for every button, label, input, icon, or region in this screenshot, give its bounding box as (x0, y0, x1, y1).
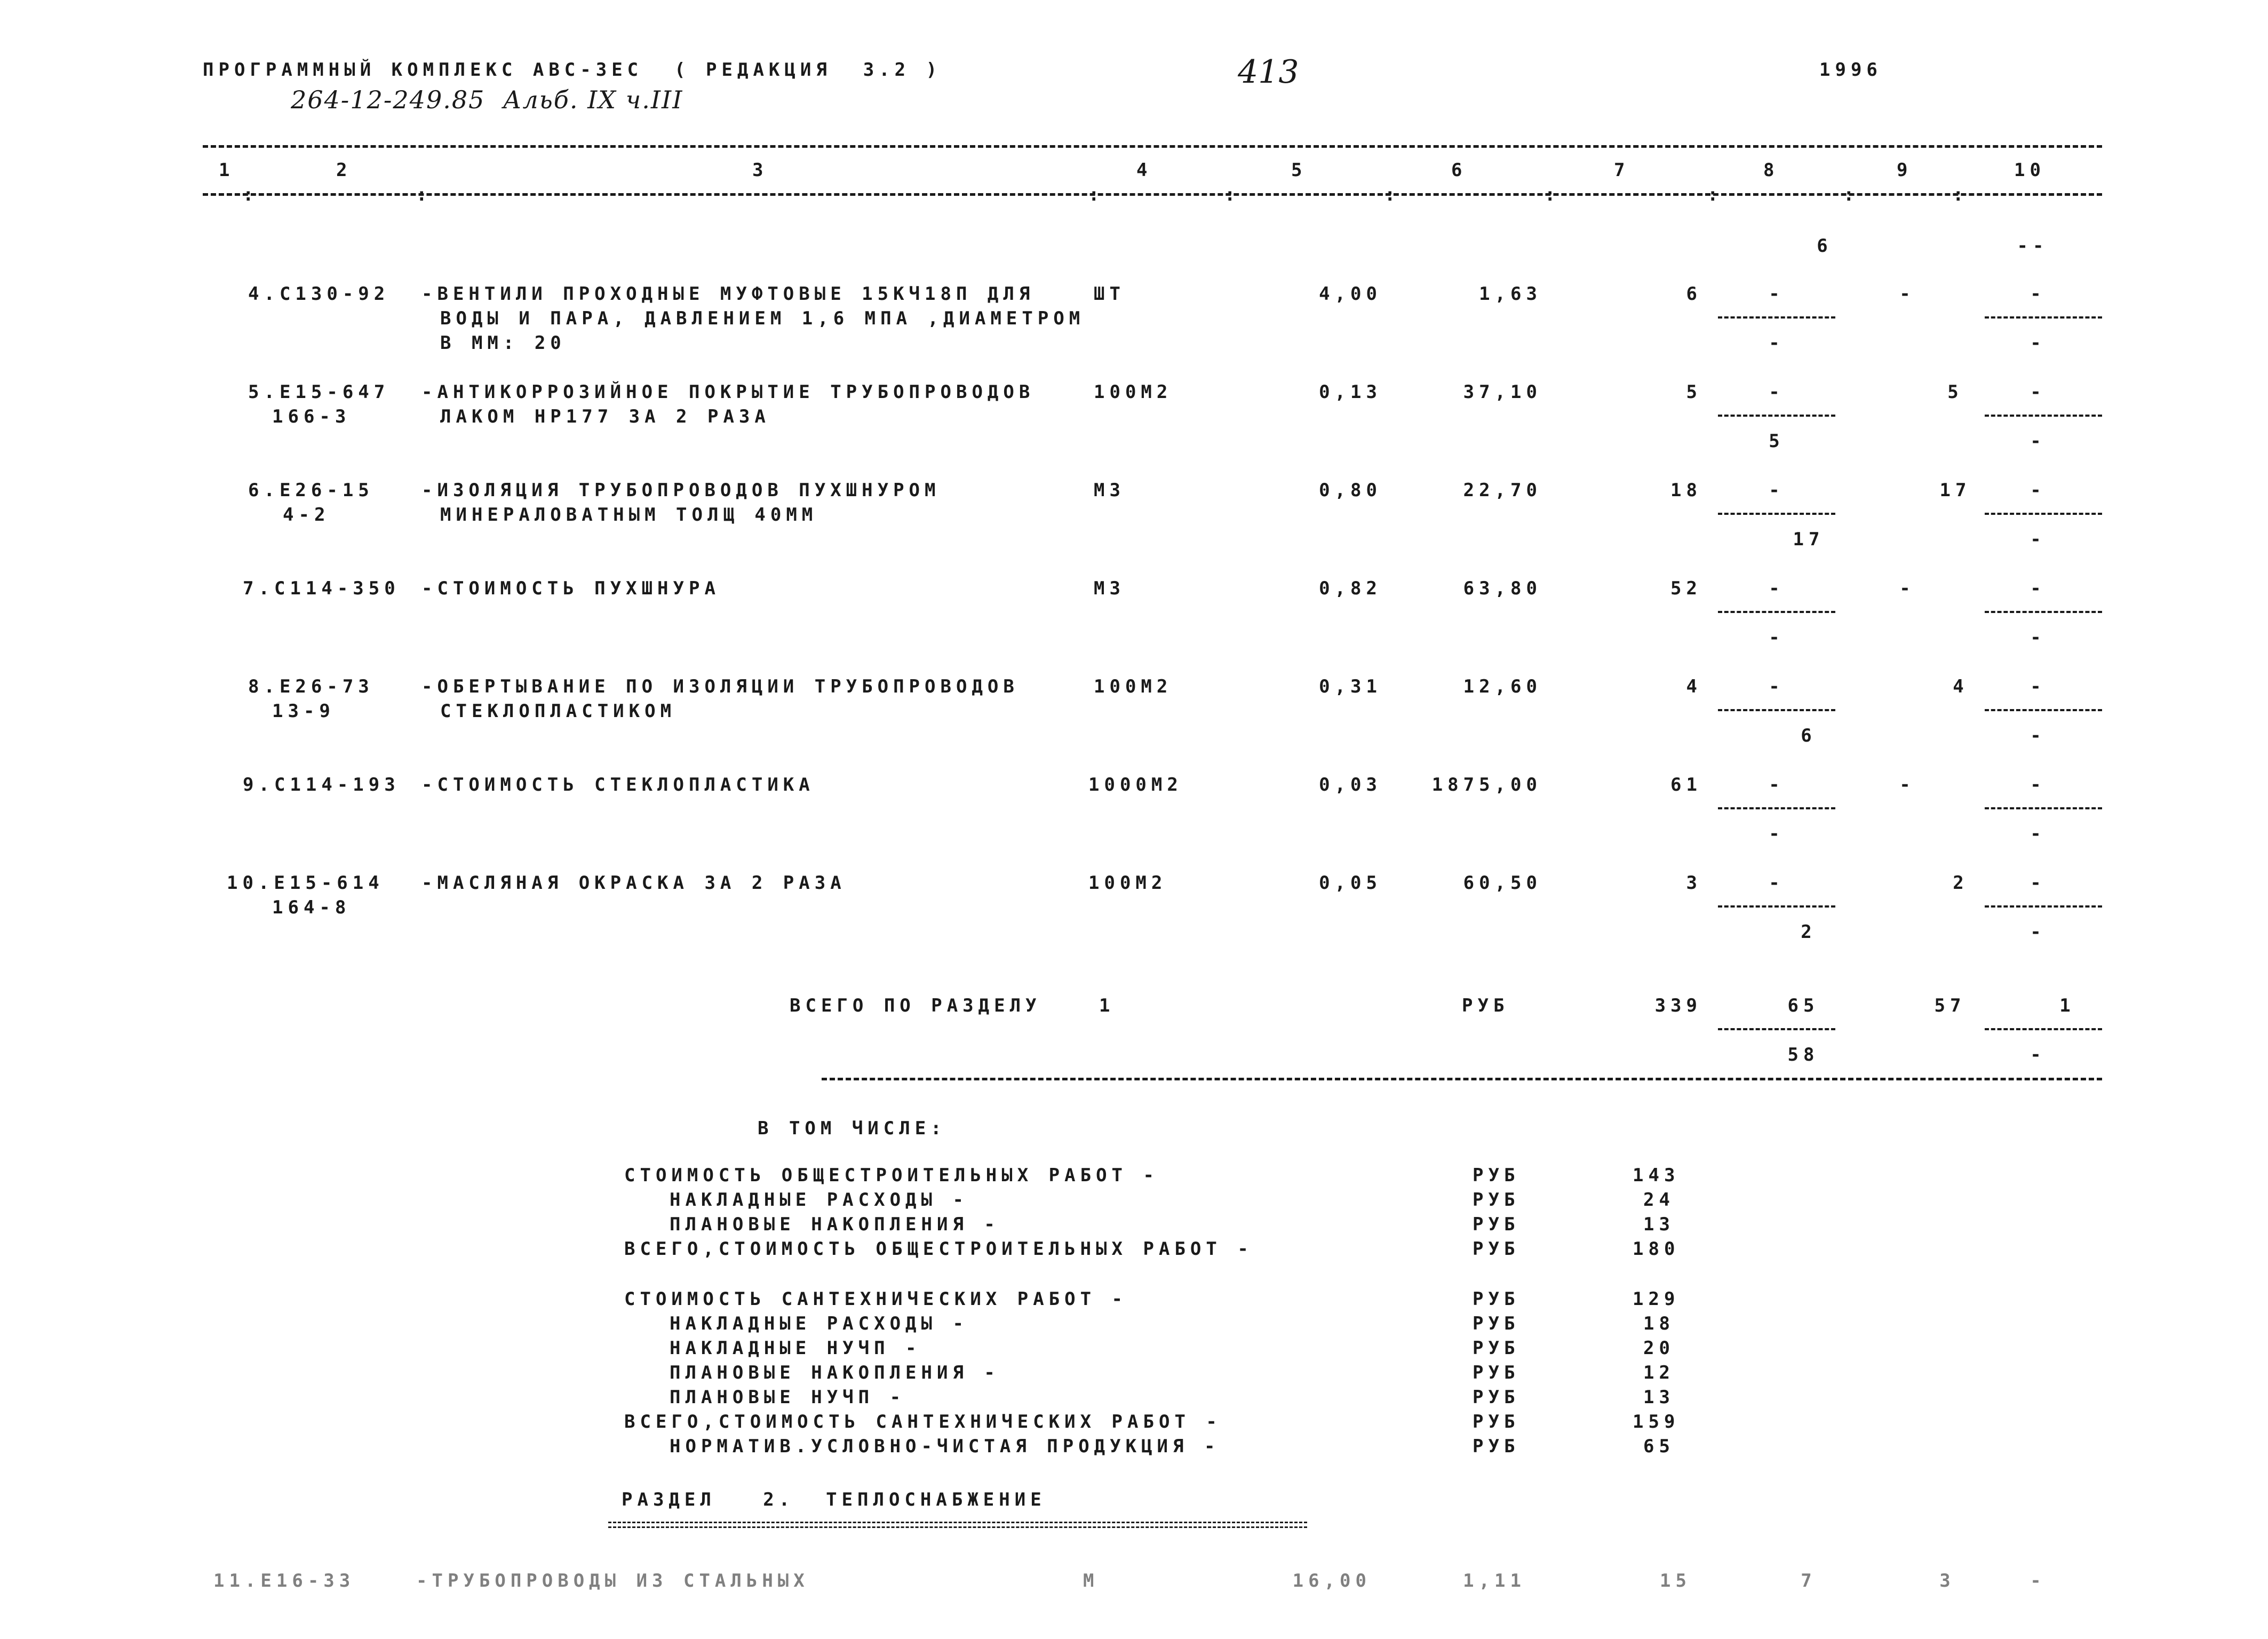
row-total: 15 (1660, 1570, 1691, 1592)
row-total: 52 (1670, 578, 1702, 599)
row-col10-top: - (2030, 480, 2046, 501)
row-price: 22,70 (1463, 480, 1542, 501)
summary-line-label: НАКЛАДНЫЕ РАСХОДЫ - (670, 1313, 968, 1334)
col-header-9: 9 (1897, 160, 1913, 181)
report-year: 1996 (1819, 59, 1882, 81)
row-col8-bottom: - (1769, 332, 1785, 354)
row-price: 63,80 (1463, 578, 1542, 599)
row-quantity: 0,03 (1319, 774, 1382, 795)
row-quantity: 0,80 (1319, 480, 1382, 501)
handwritten-reference: 264-12-249.85 Альб. IX ч.III (291, 85, 683, 114)
row-col8-divider (1718, 807, 1835, 809)
summary-line-unit: РУБ (1473, 1338, 1520, 1359)
top-mark-col10: -- (2017, 235, 2049, 257)
row-col8: 7 (1801, 1570, 1817, 1592)
row-col9: 3 (1939, 1570, 1955, 1592)
summary-line-label: ПЛАНОВЫЕ НАКОПЛЕНИЯ - (670, 1214, 1000, 1235)
row-col8-bottom: 6 (1801, 725, 1817, 746)
row-code: 6.Е26-15 (248, 480, 374, 501)
summary-line-value: 18 (1643, 1313, 1675, 1334)
section-total-col10-bottom: - (2030, 1044, 2046, 1065)
row-description: -СТОИМОСТЬ ПУХШНУРА (421, 578, 720, 599)
row-col10-divider (1985, 316, 2102, 319)
row-description-line: ЛАКОМ НР177 ЗА 2 РАЗА (440, 406, 770, 427)
row-col10-divider (1985, 709, 2102, 711)
row-col8-divider (1718, 905, 1835, 908)
row-total: 5 (1686, 381, 1702, 403)
row-col10-divider (1985, 513, 2102, 515)
row-code: 11.Е16-33 (213, 1570, 355, 1592)
row-col10-top: - (2030, 676, 2046, 697)
summary-line-label: СТОИМОСТЬ ОБЩЕСТРОИТЕЛЬНЫХ РАБОТ - (624, 1165, 1159, 1186)
row-col8-top: - (1769, 774, 1785, 795)
row-col10-top: - (2030, 381, 2046, 403)
row-price: 60,50 (1463, 872, 1542, 894)
summary-line-value: 13 (1643, 1214, 1675, 1235)
row-unit: 100М2 (1094, 381, 1173, 403)
row-col10-top: - (2030, 578, 2046, 599)
col-header-6: 6 (1451, 160, 1467, 181)
row-col8-bottom: 2 (1801, 921, 1817, 943)
section-total-sum: 339 (1654, 995, 1702, 1016)
row-col10-divider (1985, 611, 2102, 613)
program-title: ПРОГРАММНЫЙ КОМПЛЕКС АВС-ЗЕС ( РЕДАКЦИЯ 3.2 ) (203, 59, 942, 81)
summary-line-unit: РУБ (1473, 1362, 1520, 1383)
row-quantity: 0,31 (1319, 676, 1382, 697)
section-total-rule (822, 1078, 2102, 1080)
row-price: 12,60 (1463, 676, 1542, 697)
row-unit: М3 (1094, 480, 1125, 501)
row-quantity: 0,82 (1319, 578, 1382, 599)
summary-line-unit: РУБ (1473, 1411, 1520, 1433)
row-col8-top: - (1769, 381, 1785, 403)
section-total-unit: РУБ (1462, 995, 1509, 1016)
summary-line-label: ВСЕГО,СТОИМОСТЬ САНТЕХНИЧЕСКИХ РАБОТ - (624, 1411, 1222, 1433)
row-quantity: 16,00 (1292, 1570, 1371, 1592)
summary-line-unit: РУБ (1473, 1189, 1520, 1211)
summary-line-value: 13 (1643, 1387, 1675, 1408)
row-col8-divider (1718, 316, 1835, 319)
section-total-number: 1 (1099, 995, 1115, 1016)
row-quantity: 0,05 (1319, 872, 1382, 894)
summary-line-label: ВСЕГО,СТОИМОСТЬ ОБЩЕСТРОИТЕЛЬНЫХ РАБОТ - (624, 1238, 1253, 1260)
summary-line-label: ПЛАНОВЫЕ НАКОПЛЕНИЯ - (670, 1362, 1000, 1383)
row-description: -СТОИМОСТЬ СТЕКЛОПЛАСТИКА (421, 774, 815, 795)
row-description: -МАСЛЯНАЯ ОКРАСКА ЗА 2 РАЗА (421, 872, 846, 894)
row-unit: 100М2 (1094, 676, 1173, 697)
row-col8-bottom: - (1769, 823, 1785, 845)
row-col10-divider (1985, 905, 2102, 908)
section-total-col10-top: 1 (2059, 995, 2075, 1016)
row-col10-bottom: - (2030, 725, 2046, 746)
summary-line-unit: РУБ (1473, 1436, 1520, 1457)
section-total-col8-top: 65 (1787, 995, 1819, 1016)
summary-line-label: НАКЛАДНЫЕ РАСХОДЫ - (670, 1189, 968, 1211)
row-col8-top: - (1769, 578, 1785, 599)
row-col10-bottom: - (2030, 529, 2046, 550)
row-unit: 100М2 (1088, 872, 1167, 894)
row-code: 10.Е15-614 (227, 872, 384, 894)
section-total-col8-divider (1718, 1028, 1835, 1030)
summary-line-label: СТОИМОСТЬ САНТЕХНИЧЕСКИХ РАБОТ - (624, 1288, 1128, 1310)
row-description-line: СТЕКЛОПЛАСТИКОМ (440, 701, 677, 722)
row-total: 4 (1686, 676, 1702, 697)
summary-line-label: ПЛАНОВЫЕ НУЧП - (670, 1387, 906, 1408)
section-2-underline (608, 1522, 1307, 1528)
summary-line-unit: РУБ (1473, 1387, 1520, 1408)
col-header-10: 10 (2014, 160, 2046, 181)
row-col10-top: - (2030, 774, 2046, 795)
row-total: 6 (1686, 283, 1702, 305)
section-total-col10-divider (1985, 1028, 2102, 1030)
row-col8-bottom: 5 (1769, 431, 1785, 452)
col-header-2: 2 (336, 160, 352, 181)
row-code: 7.С114-350 (243, 578, 400, 599)
row-unit: ШТ (1094, 283, 1125, 305)
summary-line-value: 159 (1633, 1411, 1680, 1433)
row-price: 1875,00 (1431, 774, 1542, 795)
section-total-col9: 57 (1934, 995, 1966, 1016)
row-total: 61 (1670, 774, 1702, 795)
col-header-4: 4 (1136, 160, 1152, 181)
col-header-7: 7 (1614, 160, 1630, 181)
section-total-col8-bottom: 58 (1787, 1044, 1819, 1065)
row-description: -ОБЕРТЫВАНИЕ ПО ИЗОЛЯЦИИ ТРУБОПРОВОДОВ (421, 676, 1019, 697)
row-description: -ТРУБОПРОВОДЫ ИЗ СТАЛЬНЫХ (416, 1570, 809, 1592)
summary-line-unit: РУБ (1473, 1214, 1520, 1235)
row-col10: - (2030, 1570, 2046, 1592)
summary-line-value: 20 (1643, 1338, 1675, 1359)
row-col10-bottom: - (2030, 431, 2046, 452)
summary-line-value: 24 (1643, 1189, 1675, 1211)
row-col8-divider (1718, 415, 1835, 417)
row-col9: 17 (1939, 480, 1971, 501)
row-col8-top: - (1769, 480, 1785, 501)
row-col10-top: - (2030, 283, 2046, 305)
page-number: 413 (1238, 53, 1299, 91)
header-rule-top (203, 145, 2102, 148)
row-col10-top: - (2030, 872, 2046, 894)
row-code-secondary: 164-8 (272, 897, 351, 918)
row-total: 18 (1670, 480, 1702, 501)
row-total: 3 (1686, 872, 1702, 894)
row-col8-top: - (1769, 283, 1785, 305)
row-description-line: ВОДЫ И ПАРА, ДАВЛЕНИЕМ 1,6 МПА ,ДИАМЕТРОМ (440, 308, 1085, 329)
summary-line-unit: РУБ (1473, 1313, 1520, 1334)
row-quantity: 0,13 (1319, 381, 1382, 403)
row-unit: М3 (1094, 578, 1125, 599)
row-description-line: МИНЕРАЛОВАТНЫМ ТОЛЩ 40ММ (440, 504, 818, 526)
row-code: 4.С130-92 (248, 283, 390, 305)
row-description-line: В ММ: 20 (440, 332, 566, 354)
row-col9: - (1899, 774, 1915, 795)
col-header-8: 8 (1763, 160, 1779, 181)
summary-line-label: НАКЛАДНЫЕ НУЧП - (670, 1338, 921, 1359)
row-code-secondary: 13-9 (272, 701, 335, 722)
row-col8-divider (1718, 513, 1835, 515)
row-code: 9.С114-193 (243, 774, 400, 795)
row-quantity: 4,00 (1319, 283, 1382, 305)
row-col8-top: - (1769, 872, 1785, 894)
row-price: 1,11 (1463, 1570, 1526, 1592)
row-col10-bottom: - (2030, 627, 2046, 648)
row-code-secondary: 166-3 (272, 406, 351, 427)
row-col10-bottom: - (2030, 823, 2046, 845)
row-col9: 5 (1947, 381, 1963, 403)
row-col10-bottom: - (2030, 921, 2046, 943)
row-col9: 4 (1953, 676, 1969, 697)
row-unit: М (1083, 1570, 1099, 1592)
col-header-5: 5 (1291, 160, 1307, 181)
summary-line-value: 12 (1643, 1362, 1675, 1383)
col-header-1: 1 (219, 160, 235, 181)
row-col8-divider (1718, 709, 1835, 711)
row-price: 37,10 (1463, 381, 1542, 403)
row-description: -АНТИКОРРОЗИЙНОЕ ПОКРЫТИЕ ТРУБОПРОВОДОВ (421, 381, 1035, 403)
row-col10-divider (1985, 807, 2102, 809)
row-col9: - (1899, 283, 1915, 305)
row-col9: 2 (1953, 872, 1969, 894)
row-col8-bottom: 17 (1793, 529, 1825, 550)
summary-line-label: НОРМАТИВ.УСЛОВНО-ЧИСТАЯ ПРОДУКЦИЯ - (670, 1436, 1220, 1457)
summary-line-unit: РУБ (1473, 1238, 1520, 1260)
row-description: -ВЕНТИЛИ ПРОХОДНЫЕ МУФТОВЫЕ 15КЧ18П ДЛЯ (421, 283, 1035, 305)
section-total-label: ВСЕГО ПО РАЗДЕЛУ (790, 995, 1041, 1016)
row-col8-divider (1718, 611, 1835, 613)
top-mark-col8: 6 (1817, 235, 1833, 257)
row-description: -ИЗОЛЯЦИЯ ТРУБОПРОВОДОВ ПУХШНУРОМ (421, 480, 941, 501)
col-header-3: 3 (752, 160, 768, 181)
header-rule-bottom (203, 193, 2102, 196)
summary-line-unit: РУБ (1473, 1165, 1520, 1186)
row-col8-bottom: - (1769, 627, 1785, 648)
section-2-heading: РАЗДЕЛ 2. ТЕПЛОСНАБЖЕНИЕ (622, 1489, 1046, 1510)
including-label: В ТОМ ЧИСЛЕ: (758, 1118, 946, 1139)
summary-line-value: 143 (1633, 1165, 1680, 1186)
summary-line-value: 180 (1633, 1238, 1680, 1260)
row-col9: - (1899, 578, 1915, 599)
summary-line-value: 129 (1633, 1288, 1680, 1310)
row-col8-top: - (1769, 676, 1785, 697)
summary-line-unit: РУБ (1473, 1288, 1520, 1310)
row-code: 8.Е26-73 (248, 676, 374, 697)
row-col10-bottom: - (2030, 332, 2046, 354)
row-code: 5.Е15-647 (248, 381, 390, 403)
row-price: 1,63 (1479, 283, 1542, 305)
row-unit: 1000М2 (1088, 774, 1183, 795)
summary-line-value: 65 (1643, 1436, 1675, 1457)
row-code-secondary: 4-2 (283, 504, 330, 526)
row-col10-divider (1985, 415, 2102, 417)
